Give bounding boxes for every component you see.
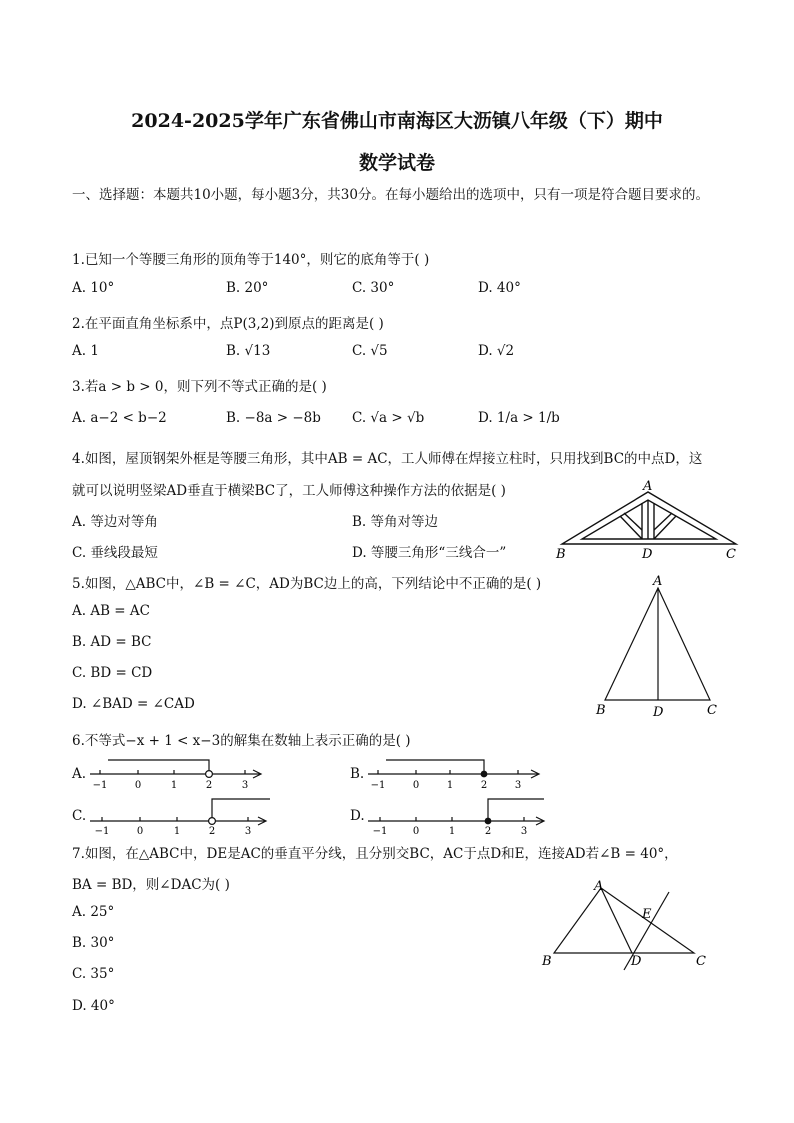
section-heading: 一、选择题：本题共10小题，每小题3分，共30分。在每小题给出的选项中，只有一项是符合题目要求的。 — [72, 187, 709, 203]
tick-label: 1 — [173, 826, 181, 835]
q4-option-d: D. 等腰三角形“三线合一” — [352, 545, 507, 561]
q4-stem-line2: 就可以说明竖梁AD垂直于横梁BC了，工人师傅这种操作方法的依据是( ) — [72, 483, 506, 499]
q7-option-c: C. 35° — [72, 966, 115, 982]
q6-option-c-label: C. — [72, 808, 87, 824]
q4-option-b: B. 等角对等边 — [352, 514, 439, 530]
triangle-abc-figure — [585, 570, 735, 720]
q5-label-d: D — [653, 705, 664, 720]
q1-option-b: B. 20° — [226, 280, 269, 296]
tick-label: 1 — [446, 780, 454, 791]
tick-label: 3 — [514, 780, 522, 791]
q5-option-b: B. AD = BC — [72, 634, 152, 650]
roof-truss-figure — [550, 478, 750, 562]
q5-label-b: B — [596, 703, 606, 718]
q7-label-c: C — [696, 954, 706, 969]
q1-option-a: A. 10° — [72, 280, 115, 296]
q4-option-c: C. 垂线段最短 — [72, 545, 158, 561]
exam-subtitle: 数学试卷 — [358, 152, 435, 174]
q6-number-line-a — [88, 750, 268, 792]
q7-option-d: D. 40° — [72, 998, 115, 1014]
q3-option-a: A. a−2 < b−2 — [72, 410, 167, 426]
tick-label: 3 — [241, 780, 249, 791]
q6-option-a-label: A. — [72, 766, 87, 782]
q7-stem-line1: 7.如图，在△ABC中，DE是AC的垂直平分线，且分别交BC，AC于点D和E，连接AD若∠B = 40°， — [72, 846, 678, 862]
tick-label: −1 — [94, 826, 110, 835]
q3-option-b: B. −8a > −8b — [226, 410, 321, 426]
q3-stem: 3.若a > b > 0，则下列不等式正确的是( ) — [72, 379, 327, 395]
q7-label-d: D — [631, 954, 642, 969]
q1-option-c: C. 30° — [352, 280, 395, 296]
q5-option-d: D. ∠BAD = ∠CAD — [72, 696, 195, 712]
q1-stem: 1.已知一个等腰三角形的顶角等于140°，则它的底角等于( ) — [72, 252, 430, 268]
q6-number-line-c — [88, 793, 273, 835]
q3-option-d: D. 1/a > 1/b — [478, 410, 560, 426]
q7-option-b: B. 30° — [72, 935, 115, 951]
tick-label: 2 — [484, 826, 492, 835]
q3-option-c: C. √a > √b — [352, 410, 425, 426]
q2-option-a: A. 1 — [72, 343, 99, 359]
q6-option-b-label: B. — [350, 766, 365, 782]
q2-stem: 2.在平面直角坐标系中，点P(3,2)到原点的距离是( ) — [72, 316, 384, 332]
tick-label: −1 — [370, 780, 386, 791]
q5-label-a: A — [653, 574, 663, 589]
q6-option-d-label: D. — [350, 808, 365, 824]
q4-label-d: D — [642, 547, 653, 562]
exam-title: 2024-2025学年广东省佛山市南海区大沥镇八年级（下）期中 — [131, 110, 663, 132]
q4-stem-line1: 4.如图，屋顶钢架外框是等腰三角形，其中AB = AC，工人师傅在焊接立柱时，只用找到BC的中点D，这 — [72, 451, 703, 467]
q4-label-b: B — [556, 547, 566, 562]
tick-label: 2 — [205, 780, 213, 791]
q5-option-c: C. BD = CD — [72, 665, 153, 681]
q5-label-c: C — [707, 703, 717, 718]
tick-label: 0 — [412, 780, 420, 791]
q2-option-b: B. √13 — [226, 343, 271, 359]
tick-label: 3 — [520, 826, 528, 835]
q7-label-e: E — [642, 907, 652, 922]
tick-label: 2 — [480, 780, 488, 791]
tick-label: 2 — [208, 826, 216, 835]
q1-option-d: D. 40° — [478, 280, 521, 296]
q7-option-a: A. 25° — [72, 904, 115, 920]
tick-label: 1 — [170, 780, 178, 791]
q5-stem: 5.如图，△ABC中，∠B = ∠C，AD为BC边上的高，下列结论中不正确的是( ) — [72, 576, 542, 592]
q2-option-d: D. √2 — [478, 343, 515, 359]
tick-label: 1 — [448, 826, 456, 835]
q4-label-a: A — [643, 479, 653, 494]
q7-label-a: A — [594, 879, 604, 894]
q6-number-line-b — [366, 750, 546, 792]
q7-label-b: B — [542, 954, 552, 969]
tick-label: 3 — [244, 826, 252, 835]
q2-option-c: C. √5 — [352, 343, 388, 359]
perpendicular-bisector-figure — [535, 872, 725, 977]
q4-option-a: A. 等边对等角 — [72, 514, 158, 530]
tick-label: 0 — [134, 780, 142, 791]
tick-label: −1 — [372, 826, 388, 835]
tick-label: 0 — [136, 826, 144, 835]
q6-stem: 6.不等式−x + 1 < x−3的解集在数轴上表示正确的是( ) — [72, 733, 411, 749]
tick-label: 0 — [412, 826, 420, 835]
tick-label: −1 — [92, 780, 108, 791]
q7-stem-line2: BA = BD，则∠DAC为( ) — [72, 877, 230, 893]
q4-label-c: C — [726, 547, 736, 562]
q5-option-a: A. AB = AC — [72, 603, 150, 619]
q6-number-line-d — [366, 793, 551, 835]
